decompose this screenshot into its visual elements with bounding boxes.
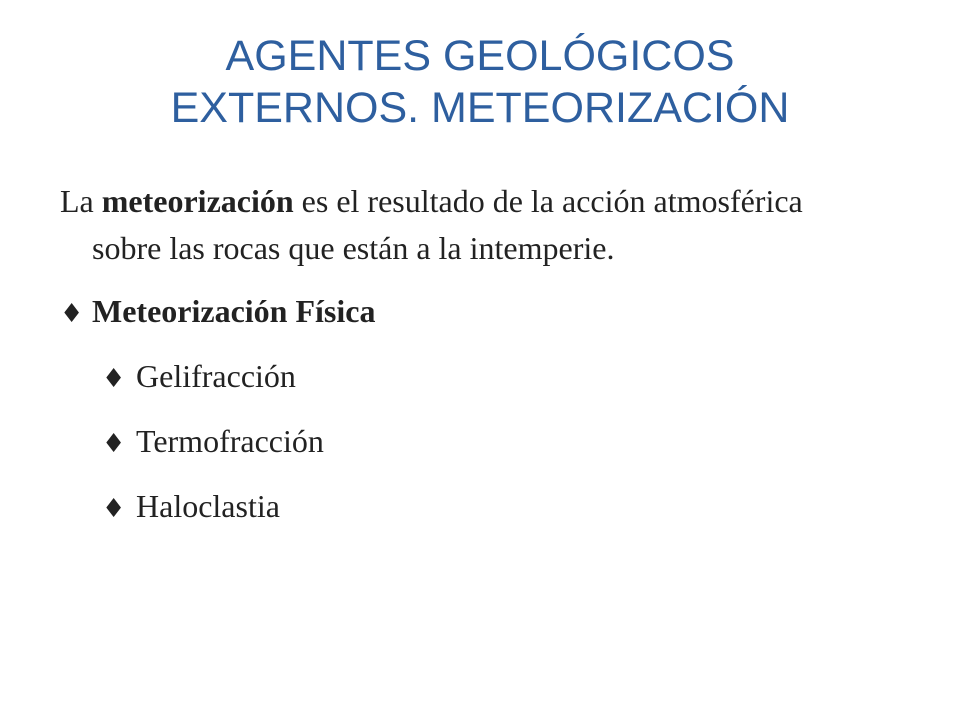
section-heading: Meteorización Física	[92, 293, 376, 329]
list-item	[102, 356, 880, 399]
diamond-bullet-icon: ♦	[102, 494, 126, 524]
diamond-bullet-icon: ♦	[102, 429, 126, 459]
list-item-label: Termofracción	[136, 423, 324, 459]
list-item	[102, 421, 880, 464]
title-line-1: AGENTES GEOLÓGICOS	[225, 32, 735, 80]
slide-title	[60, 30, 900, 134]
diamond-bullet-icon: ♦	[102, 364, 126, 394]
intro-paragraph	[60, 178, 880, 272]
intro-rest: es el resultado de la acción atmosférica sobre las rocas que están a la intemperie.	[92, 183, 803, 266]
title-line-2: EXTERNOS. METEORIZACIÓN	[170, 84, 790, 132]
list-item-label: Gelifracción	[136, 358, 296, 394]
list-item	[102, 486, 880, 529]
list-item-label: Haloclastia	[136, 488, 280, 524]
diamond-bullet-icon: ♦	[60, 299, 84, 329]
intro-term: meteorización	[101, 183, 294, 219]
intro-lead: La	[60, 183, 102, 219]
slide-body	[60, 178, 880, 529]
section-heading-row	[60, 291, 880, 334]
